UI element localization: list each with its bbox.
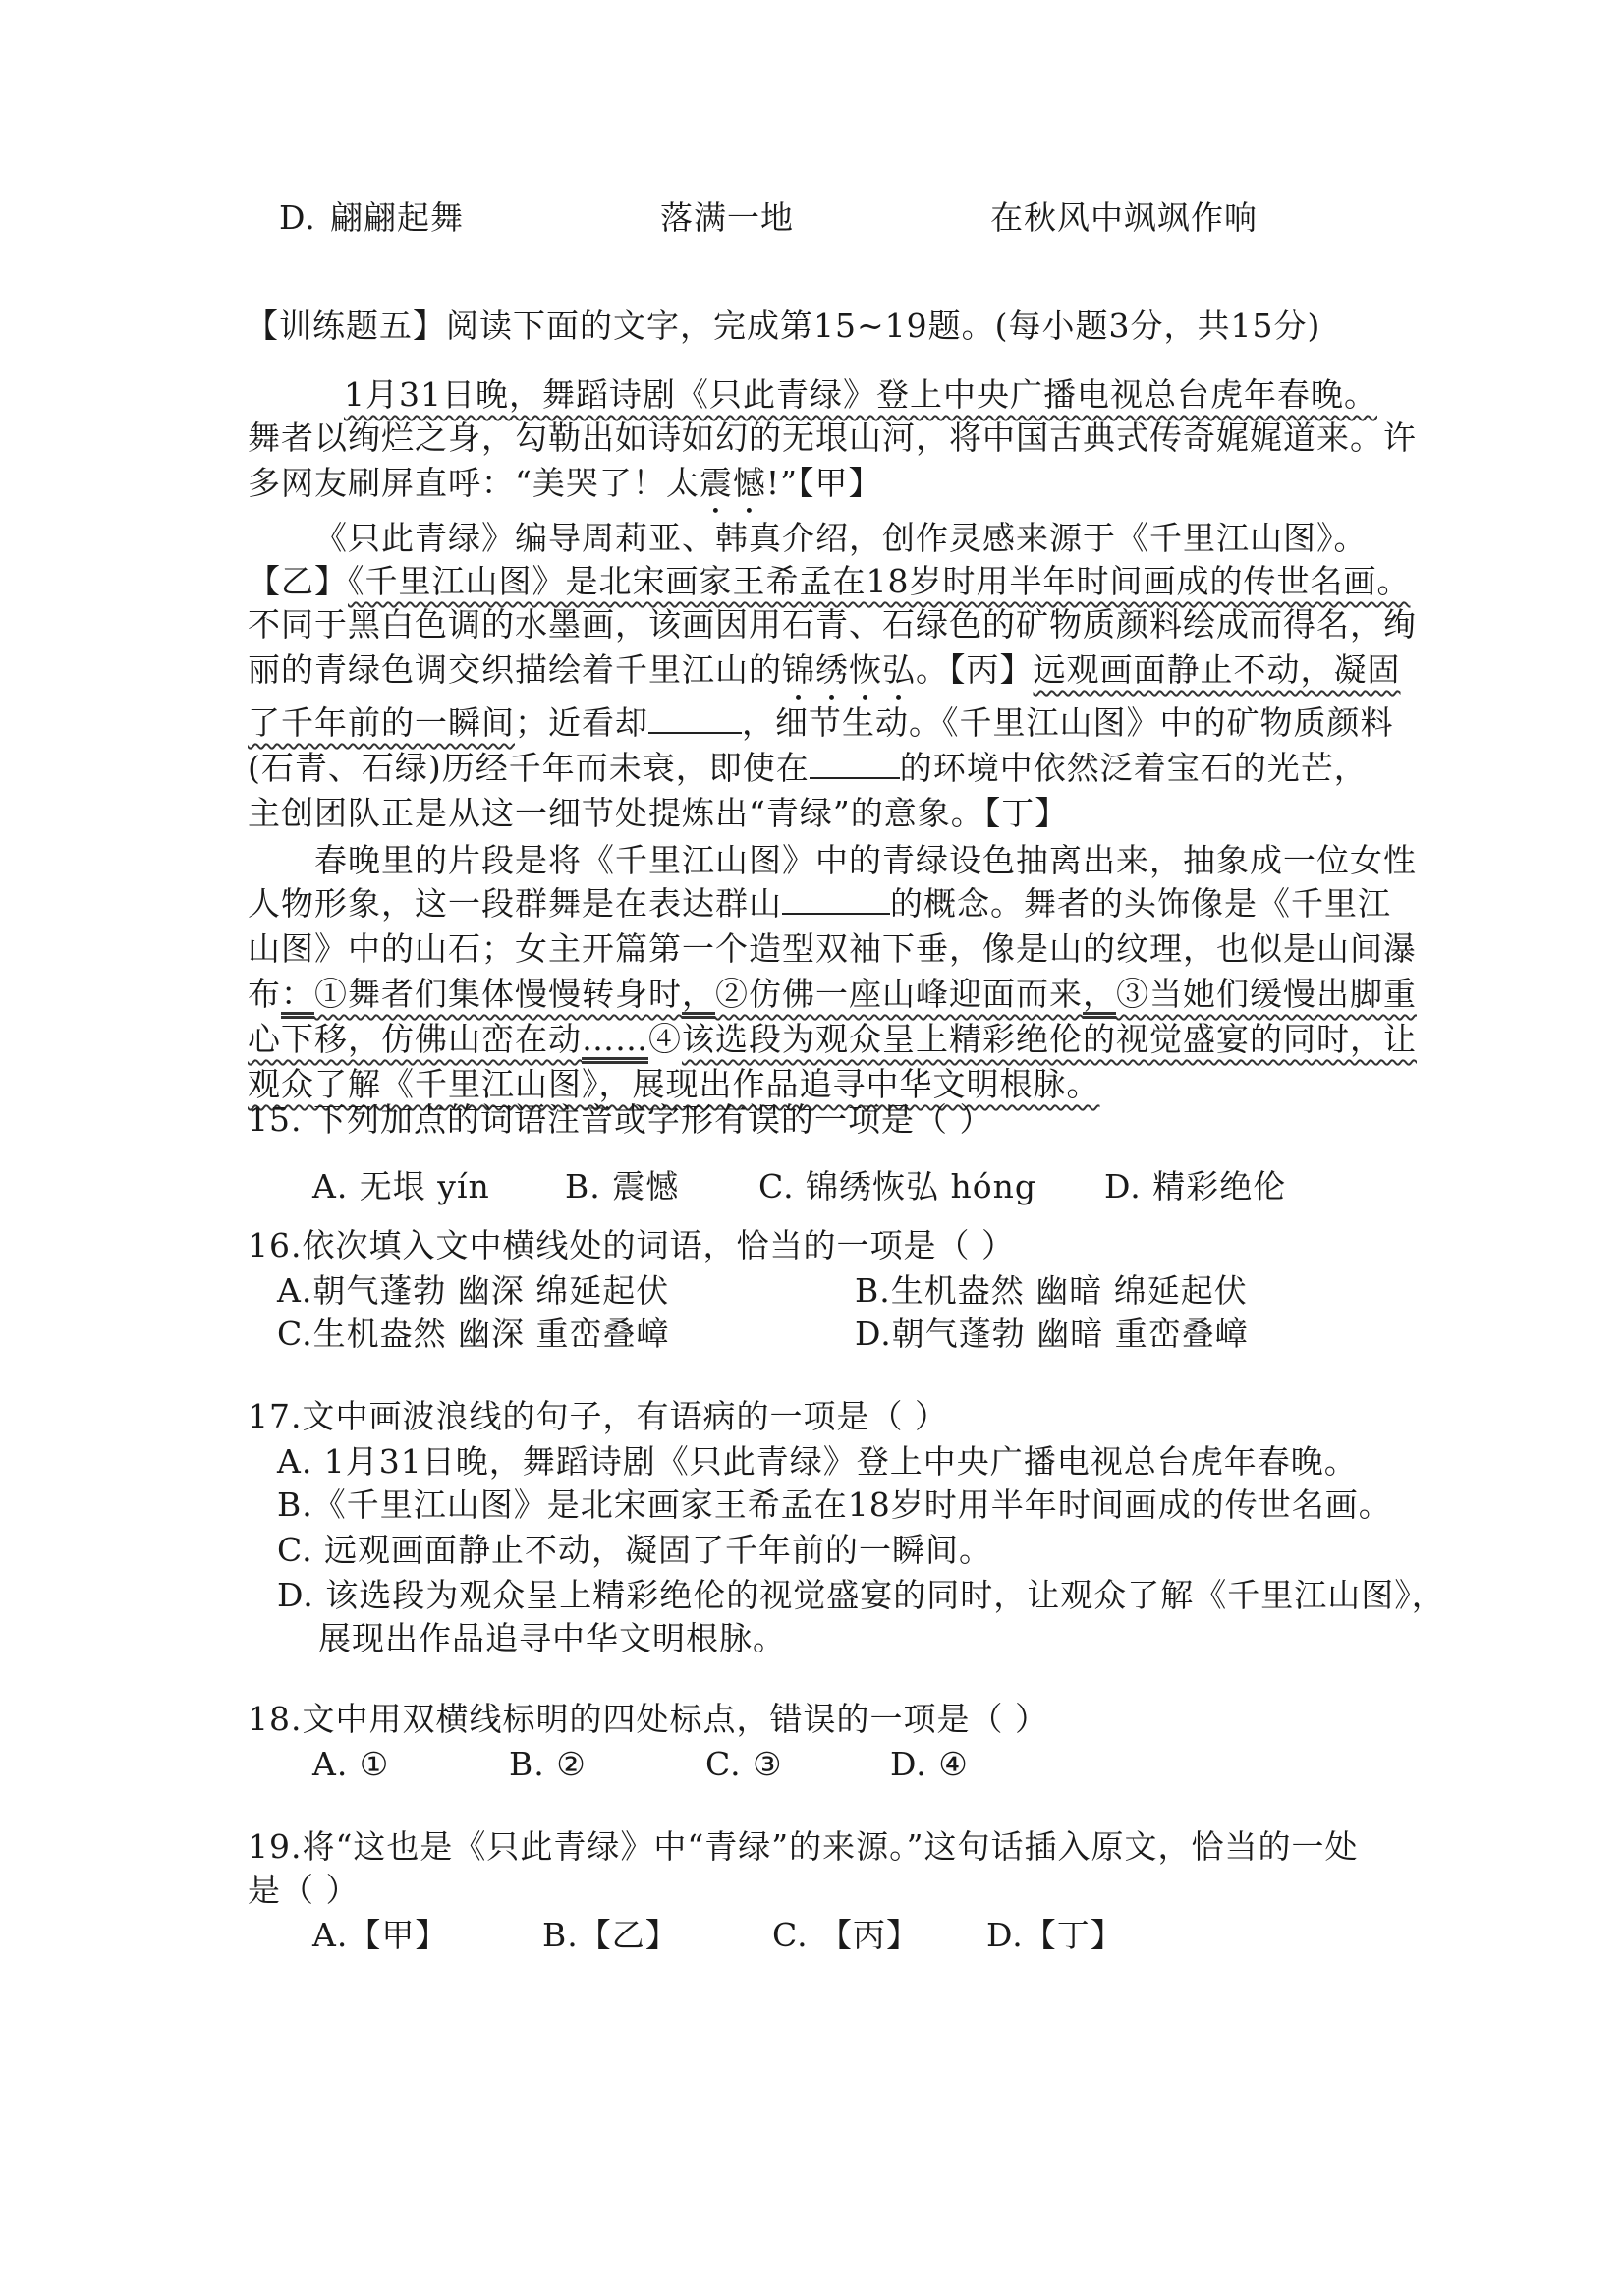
blank-3: [782, 883, 890, 915]
wavy-sentence-b: 《千里江山图》是北宋画家王希孟在18岁时用半年时间画成的传世名画。: [348, 562, 1411, 600]
q19-option-b[interactable]: B.【乙】: [542, 1916, 679, 1954]
blank-1: [648, 702, 742, 734]
q15-option-c[interactable]: C. 锦绣恢弘 hóng: [758, 1167, 1037, 1205]
blank-2: [810, 748, 900, 779]
q19-stem-cont: 是（ ）: [248, 1871, 360, 1909]
passage-text: 的环境中依然泛着宝石的光芒，: [899, 749, 1368, 787]
passage-p3-line1: 春晚里的片段是将《千里江山图》中的青绿设色抽离出来，抽象成一位女性: [314, 841, 1417, 879]
prev-option-d-part3: 在秋风中飒飒作响: [990, 198, 1258, 237]
passage-p2-line3: 不同于黑白色调的水墨画，该画因用石青、石绿色的矿物质颜料绘成而得名，绚: [248, 605, 1417, 644]
q18-option-d[interactable]: D. ④: [890, 1745, 969, 1783]
passage-text: 的概念。舞者的头饰像是《千里江: [890, 884, 1391, 923]
passage-p3-line5: [248, 1018, 1417, 1061]
passage-p2-line7: 主创团队正是从这一细节处提炼出“青绿”的意象。【丁】: [248, 794, 1069, 832]
q19-stem: 19.将“这也是《只此青绿》中“青绿”的来源。”这句话插入原文，恰当的一处: [248, 1827, 1359, 1866]
passage-p2-line5: [248, 701, 1394, 745]
q15-stem: 15. 下列加点的词语注音或字形有误的一项是（ ）: [248, 1100, 993, 1139]
wavy-sentence-d-part2: 观众了解《千里江山图》，展现出作品追寻中华文明根脉。: [248, 1065, 1100, 1103]
q18-stem: 18.文中用双横线标明的四处标点，错误的一项是（ ）: [248, 1700, 1048, 1738]
passage-text: ；近看却: [515, 703, 648, 742]
q17-option-d-cont: 展现出作品追寻中华文明根脉。: [318, 1619, 786, 1657]
wavy-text: 心下移，仿佛山峦在动: [248, 1020, 582, 1058]
q19-option-d[interactable]: D.【丁】: [986, 1916, 1124, 1954]
passage-text: ，细节生动。《千里江山图》中的矿物质颜料: [742, 703, 1394, 742]
passage-p2-line4: [248, 648, 1401, 708]
dotted-word-zhenhan: 震憾: [699, 464, 766, 502]
q15-option-a[interactable]: A. 无垠 yín: [312, 1167, 490, 1205]
prev-option-d-label: D.: [279, 198, 316, 237]
passage-p1-line3: [248, 462, 882, 522]
passage-p1-line2: 舞者以绚烂之身，勾勒出如诗如幻的无垠山河，将中国古典式传奇娓娓道来。许: [248, 419, 1417, 457]
passage-p1-line1: [344, 373, 1377, 417]
marker-bing: 。【丙】: [916, 650, 1034, 689]
q16-option-d[interactable]: D.朝气蓬勃 幽暗 重峦叠嶂: [855, 1315, 1249, 1353]
q16-stem: 16.依次填入文中横线处的词语，恰当的一项是（ ）: [248, 1226, 1015, 1264]
q17-stem: 17.文中画波浪线的句子，有语病的一项是（ ）: [248, 1397, 948, 1435]
passage-p3-line2: [248, 882, 1391, 925]
double-underline-punct-3: ，: [1083, 975, 1116, 1013]
passage-p2-line6: [248, 747, 1368, 790]
q17-option-a[interactable]: A. 1月31日晚，舞蹈诗剧《只此青绿》登上中央广播电视总台虎年春晚。: [277, 1442, 1358, 1481]
prev-option-d-part1: 翩翩起舞: [330, 198, 464, 237]
passage-text: 布: [248, 975, 281, 1013]
passage-text: 丽的青绿色调交织描绘着千里江山的: [248, 650, 782, 689]
passage-p3-line3: 山图》中的山石；女主开篇第一个造型双袖下垂，像是山的纹理，也似是山间瀑: [248, 929, 1417, 968]
dotted-word-jinxiuhuihong: 锦绣恢弘: [782, 650, 916, 689]
q17-option-c[interactable]: C. 远观画面静止不动，凝固了千年前的一瞬间。: [277, 1531, 993, 1569]
wavy-text: ③当她们缓慢出脚重: [1116, 975, 1417, 1013]
q17-option-b[interactable]: B.《千里江山图》是北宋画家王希孟在18岁时用半年时间画成的传世名画。: [277, 1485, 1392, 1524]
q18-option-b[interactable]: B. ②: [509, 1745, 587, 1783]
q16-option-c[interactable]: C.生机盎然 幽深 重峦叠嶂: [277, 1315, 670, 1353]
double-underline-punct-4: ……: [582, 1020, 648, 1058]
passage-text: 多网友刷屏直呼：“美哭了！太: [248, 464, 700, 502]
wavy-sentence-c-part2: 了千年前的一瞬间: [248, 703, 515, 742]
wavy-text: ①舞者们集体慢慢转身时: [314, 975, 682, 1013]
q19-option-c[interactable]: C. 【丙】: [772, 1916, 921, 1954]
passage-p2-line1: 《只此青绿》编导周莉亚、韩真介绍，创作灵感来源于《千里江山图》。: [314, 519, 1368, 557]
q18-option-a[interactable]: A. ①: [312, 1745, 390, 1783]
q15-option-b[interactable]: B. 震憾: [565, 1167, 680, 1205]
q16-option-a[interactable]: A.朝气蓬勃 幽深 绵延起伏: [277, 1271, 670, 1310]
q15-option-d[interactable]: D. 精彩绝伦: [1104, 1167, 1287, 1205]
passage-text: !”【甲】: [765, 464, 882, 502]
double-underline-punct-1: ：: [281, 975, 314, 1013]
wavy-sentence-a: 1月31日晚，舞蹈诗剧《只此青绿》登上中央广播电视总台虎年春晚。: [344, 375, 1377, 414]
marker-yi: 【乙】: [248, 562, 348, 600]
q18-option-c[interactable]: C. ③: [705, 1745, 783, 1783]
q19-option-a[interactable]: A.【甲】: [312, 1916, 449, 1954]
passage-text: ④: [648, 1020, 682, 1058]
prev-option-d-part2: 落满一地: [660, 198, 794, 237]
wavy-text: ②仿佛一座山峰迎面而来: [715, 975, 1083, 1013]
passage-text: 人物形象，这一段群舞是在表达群山: [248, 884, 782, 923]
double-underline-punct-2: ，: [682, 975, 715, 1013]
wavy-sentence-d-part1: 该选段为观众呈上精彩绝伦的视觉盛宴的同时，让: [682, 1020, 1417, 1058]
section-title: 【训练题五】阅读下面的文字，完成第15~19题。(每小题3分，共15分): [246, 307, 1321, 345]
passage-text: (石青、石绿)历经千年而未衰，即使在: [248, 749, 810, 787]
q17-option-d[interactable]: D. 该选段为观众呈上精彩绝伦的视觉盛宴的同时，让观众了解《千里江山图》，: [277, 1576, 1445, 1614]
q16-option-b[interactable]: B.生机盎然 幽暗 绵延起伏: [855, 1271, 1248, 1310]
passage-p2-line2: [248, 560, 1411, 603]
passage-p3-line4: [248, 973, 1417, 1016]
wavy-sentence-c-part1: 远观画面静止不动，凝固: [1033, 650, 1401, 689]
